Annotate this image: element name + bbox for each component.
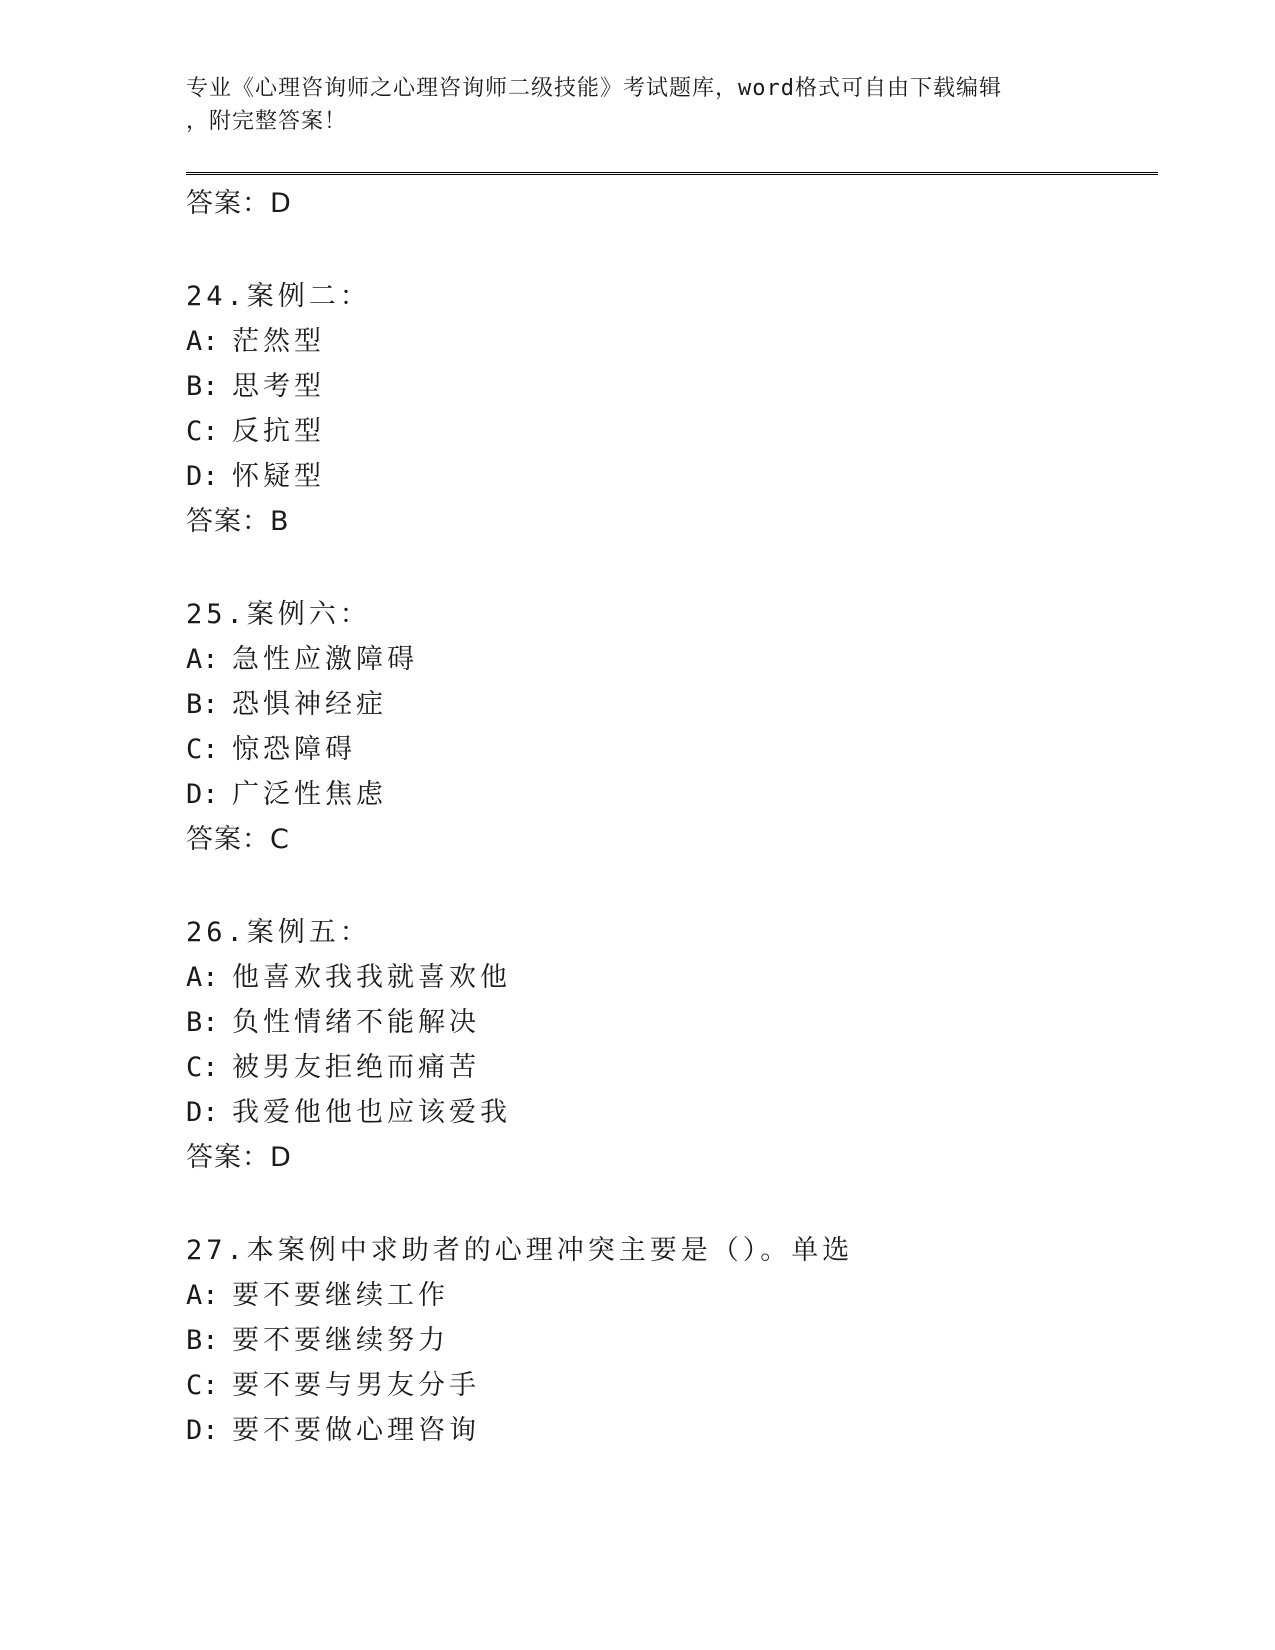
- option-text: 茫然型: [232, 326, 325, 357]
- question-block: [186, 274, 1156, 544]
- answer-line: 答案：B: [186, 506, 290, 537]
- option-letter: A:: [186, 644, 219, 675]
- document-page: [186, 72, 1156, 1453]
- option-text: 恐惧神经症: [232, 689, 387, 720]
- option-letter: D:: [186, 461, 219, 492]
- question-stem: 26.案例五：: [186, 917, 371, 948]
- header-line-2: ，附完整答案！: [186, 109, 348, 134]
- option-letter: C:: [186, 734, 219, 765]
- question-block: [186, 1228, 1156, 1453]
- option-text: 怀疑型: [232, 461, 325, 492]
- option-row: [186, 1318, 1156, 1363]
- option-text: 急性应激障碍: [232, 644, 418, 675]
- option-letter: C:: [186, 1370, 219, 1401]
- option-row: [186, 1363, 1156, 1408]
- option-row: [186, 772, 1156, 817]
- option-text: 被男友拒绝而痛苦: [232, 1052, 480, 1083]
- option-row: [186, 1090, 1156, 1135]
- option-text: 要不要继续工作: [232, 1280, 449, 1311]
- question-block: [186, 910, 1156, 1180]
- question-stem: 25.案例六：: [186, 599, 371, 630]
- option-text: 要不要与男友分手: [232, 1370, 480, 1401]
- option-row: [186, 364, 1156, 409]
- option-row: [186, 454, 1156, 499]
- option-row: [186, 955, 1156, 1000]
- header-divider: [186, 172, 1158, 175]
- document-header: [186, 72, 1156, 138]
- question-block: [186, 592, 1156, 862]
- question-stem: 27.本案例中求助者的心理冲突主要是（）。单选: [186, 1235, 854, 1266]
- answer-line: 答案：D: [186, 188, 292, 219]
- option-text: 反抗型: [232, 416, 325, 447]
- option-text: 要不要继续努力: [232, 1325, 449, 1356]
- option-letter: A:: [186, 326, 219, 357]
- option-text: 要不要做心理咨询: [232, 1415, 480, 1446]
- option-row: [186, 727, 1156, 772]
- option-row: [186, 1273, 1156, 1318]
- option-text: 他喜欢我我就喜欢他: [232, 962, 511, 993]
- option-row: [186, 409, 1156, 454]
- option-letter: B:: [186, 689, 219, 720]
- option-letter: B:: [186, 1007, 219, 1038]
- option-row: [186, 1000, 1156, 1045]
- option-letter: C:: [186, 416, 219, 447]
- option-letter: D:: [186, 779, 219, 810]
- answer-line: 答案：C: [186, 824, 290, 855]
- option-row: [186, 682, 1156, 727]
- question-list: [186, 274, 1156, 1453]
- option-letter: C:: [186, 1052, 219, 1083]
- option-row: [186, 1045, 1156, 1090]
- option-text: 我爱他他也应该爱我: [232, 1097, 511, 1128]
- option-letter: B:: [186, 1325, 219, 1356]
- option-letter: A:: [186, 1280, 219, 1311]
- option-row: [186, 319, 1156, 364]
- option-text: 负性情绪不能解决: [232, 1007, 480, 1038]
- option-letter: D:: [186, 1415, 219, 1446]
- option-letter: B:: [186, 371, 219, 402]
- option-text: 惊恐障碍: [232, 734, 356, 765]
- option-row: [186, 637, 1156, 682]
- option-text: 思考型: [232, 371, 325, 402]
- option-row: [186, 1408, 1156, 1453]
- header-line-1: 专业《心理咨询师之心理咨询师二级技能》考试题库，word格式可自由下载编辑: [186, 76, 1002, 101]
- answer-line: 答案：D: [186, 1142, 292, 1173]
- option-text: 广泛性焦虑: [232, 779, 387, 810]
- question-stem: 24.案例二：: [186, 281, 371, 312]
- option-letter: A:: [186, 962, 219, 993]
- option-letter: D:: [186, 1097, 219, 1128]
